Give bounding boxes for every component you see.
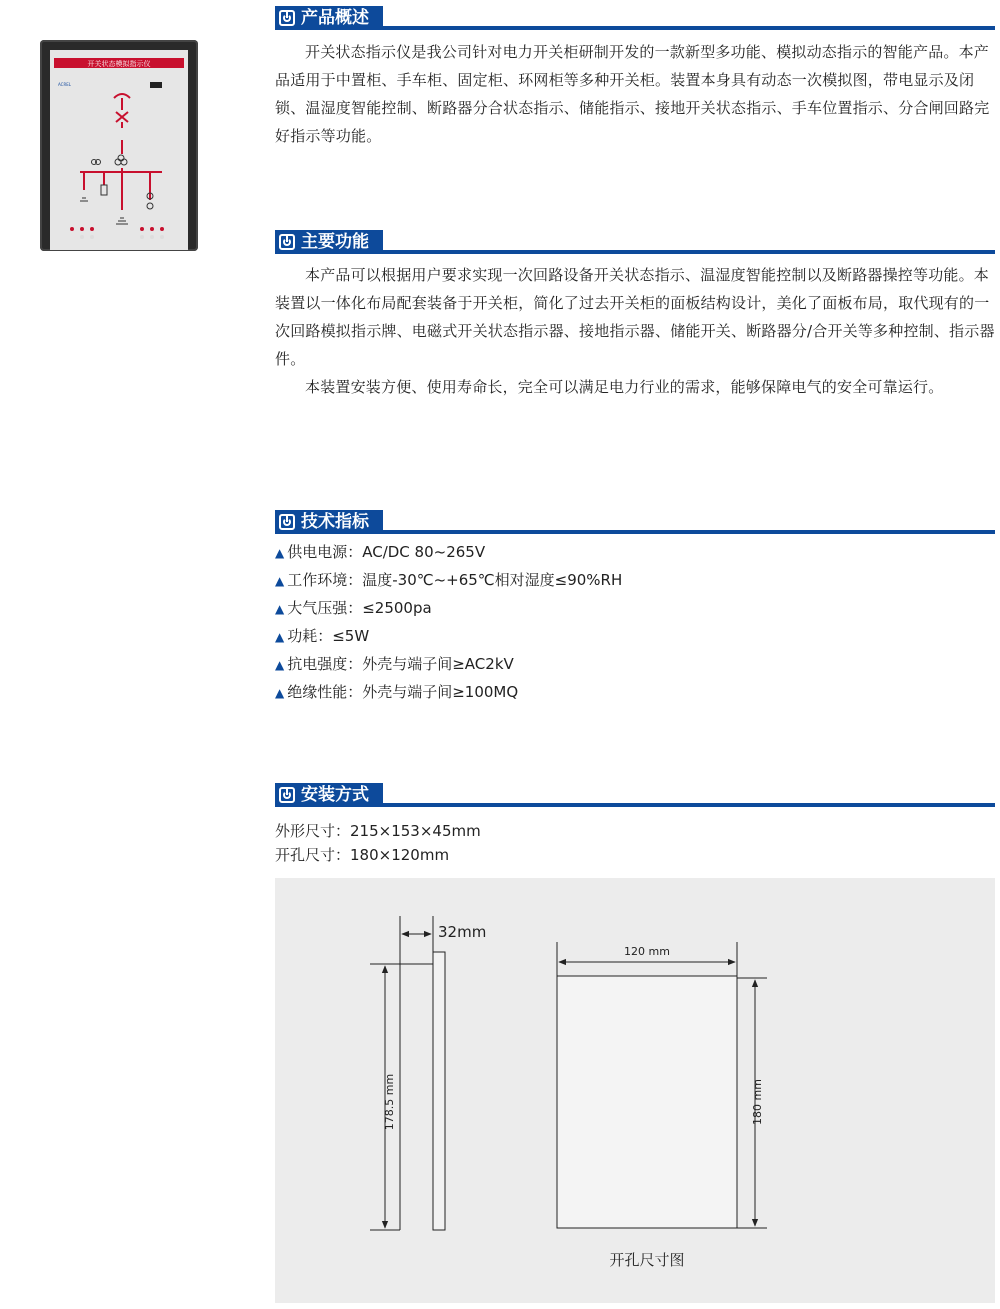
power-icon — [279, 10, 295, 26]
section-header-overview — [275, 6, 995, 30]
functions-paragraph-1: 本产品可以根据用户要求实现一次回路设备开关状态指示、温湿度智能控制以及断路器操控等功能。本装置以一体化布局配套装备于开关柜，简化了过去开关柜的面板结构设计，美化了面板布局，取代现有的一次回路模拟指示牌、电磁式开关状态指示器、接地指示器、储能开关、断路器分/合开关等多种控制、指示器件。 — [275, 266, 995, 368]
device-indicator-row — [64, 225, 174, 245]
device-title: 开关状态模拟指示仪 — [87, 60, 151, 68]
dimension-drawing — [275, 878, 995, 1303]
overview-paragraph: 开关状态指示仪是我公司针对电力开关柜研制开发的一款新型多功能、模拟动态指示的智能产品。本产品适用于中置柜、手车柜、固定柜、环网柜等多种开关柜。装置本身具有动态一次模拟图，带电显示及闭锁、温湿度智能控制、断路器分合状态指示、储能指示、接地开关状态指示、手车位置指示、分合闸回路完好指示等功能。 — [275, 43, 990, 145]
spec-item: ▲ 抗电强度：外壳与端子间≥AC2kV — [275, 655, 514, 673]
triangle-bullet-icon: ▲ — [275, 658, 285, 672]
side-height-label: 178.5 mm — [383, 1073, 396, 1131]
triangle-bullet-icon: ▲ — [275, 602, 285, 616]
cutout-dimension-diagram — [275, 878, 995, 1303]
section-header-installation — [275, 783, 995, 807]
section-title: 技术指标 — [301, 512, 369, 532]
power-icon — [279, 787, 295, 803]
triangle-bullet-icon: ▲ — [275, 546, 285, 560]
diagram-caption: 开孔尺寸图 — [609, 1251, 685, 1269]
device-lcd — [150, 82, 162, 88]
spec-item: ▲ 工作环境：温度-30℃~+65℃相对湿度≤90%RH — [275, 571, 623, 589]
spec-item: ▲ 功耗：≤5W — [275, 627, 370, 645]
triangle-bullet-icon: ▲ — [275, 686, 285, 700]
product-device-image — [40, 40, 198, 251]
section-title: 主要功能 — [301, 232, 369, 252]
spec-item: ▲ 大气压强：≤2500pa — [275, 599, 432, 617]
device-screen — [50, 50, 188, 250]
triangle-bullet-icon: ▲ — [275, 574, 285, 588]
section-title: 安装方式 — [301, 785, 369, 805]
functions-paragraph-2: 本装置安装方便、使用寿命长，完全可以满足电力行业的需求，能够保障电气的安全可靠运行。 — [305, 378, 944, 396]
cutout-dimensions: 开孔尺寸：180×120mm — [275, 846, 450, 864]
outer-dimensions: 外形尺寸：215×153×45mm — [275, 822, 481, 840]
section-header-functions — [275, 230, 995, 254]
device-diagram — [50, 50, 188, 250]
cut-height-label: 180 mm — [751, 1079, 764, 1125]
section-header-specs — [275, 510, 995, 534]
spec-item: ▲ 绝缘性能：外壳与端子间≥100MQ — [275, 683, 519, 701]
cut-width-label: 120 mm — [624, 945, 670, 958]
power-icon — [279, 514, 295, 530]
device-brand: ACREL — [58, 82, 71, 87]
spec-item: ▲ 供电电源：AC/DC 80~265V — [275, 543, 486, 561]
section-title: 产品概述 — [301, 8, 369, 28]
power-icon — [279, 234, 295, 250]
side-depth-label: 32mm — [438, 923, 487, 941]
triangle-bullet-icon: ▲ — [275, 630, 285, 644]
